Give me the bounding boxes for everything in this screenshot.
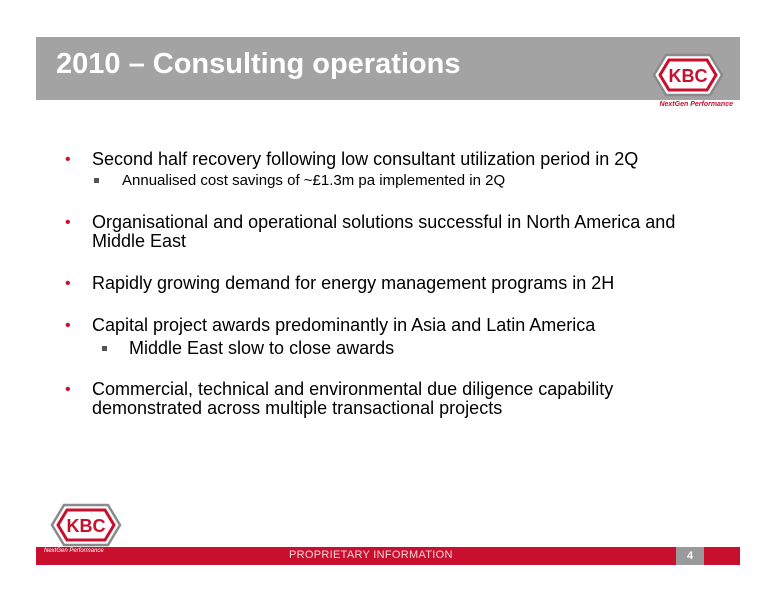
title-bar (36, 37, 740, 100)
logo-text: KBC (66, 516, 106, 536)
bullet-item (60, 380, 720, 418)
logo-text: KBC (668, 66, 708, 86)
square-bullet-icon (94, 178, 99, 183)
bullet-text: Second half recovery following low consultant utilization period in 2Q (92, 149, 639, 169)
bullet-dot-icon: • (65, 317, 71, 334)
bullet-item (60, 213, 720, 251)
bullet-item (60, 274, 720, 293)
bullet-item (60, 150, 720, 169)
bullet-list (60, 150, 720, 418)
bullet-dot-icon: • (65, 151, 71, 168)
sub-bullet-item (60, 172, 720, 190)
kbc-logo (652, 53, 724, 97)
tagline: NextGen Performance (659, 101, 733, 108)
kbc-logo-footer (50, 503, 122, 547)
bullet-text: Organisational and operational solutions successful in North America and Middle East (92, 212, 676, 251)
slide-title: 2010 – Consulting operations (56, 48, 461, 80)
bullet-dot-icon: • (65, 214, 71, 231)
bullet-dot-icon: • (65, 275, 71, 292)
bullet-text: Rapidly growing demand for energy management programs in 2H (92, 273, 615, 293)
footer-bar (36, 547, 740, 565)
sub-bullet-text: Middle East slow to close awards (129, 338, 395, 358)
page-number: 4 (676, 547, 704, 565)
bullet-text: Commercial, technical and environmental due diligence capability demonstrated across multiple transactional projects (92, 379, 614, 418)
bullet-dot-icon: • (65, 381, 71, 398)
sub-bullet-item (60, 339, 720, 357)
square-bullet-icon (102, 346, 107, 351)
bullet-item (60, 316, 720, 335)
tagline-footer: NextGen Performance (44, 548, 104, 554)
bullet-text: Capital project awards predominantly in Asia and Latin America (92, 315, 596, 335)
sub-bullet-text: Annualised cost savings of ~£1.3m pa implemented in 2Q (122, 172, 506, 189)
footer-label: PROPRIETARY INFORMATION (289, 549, 453, 561)
